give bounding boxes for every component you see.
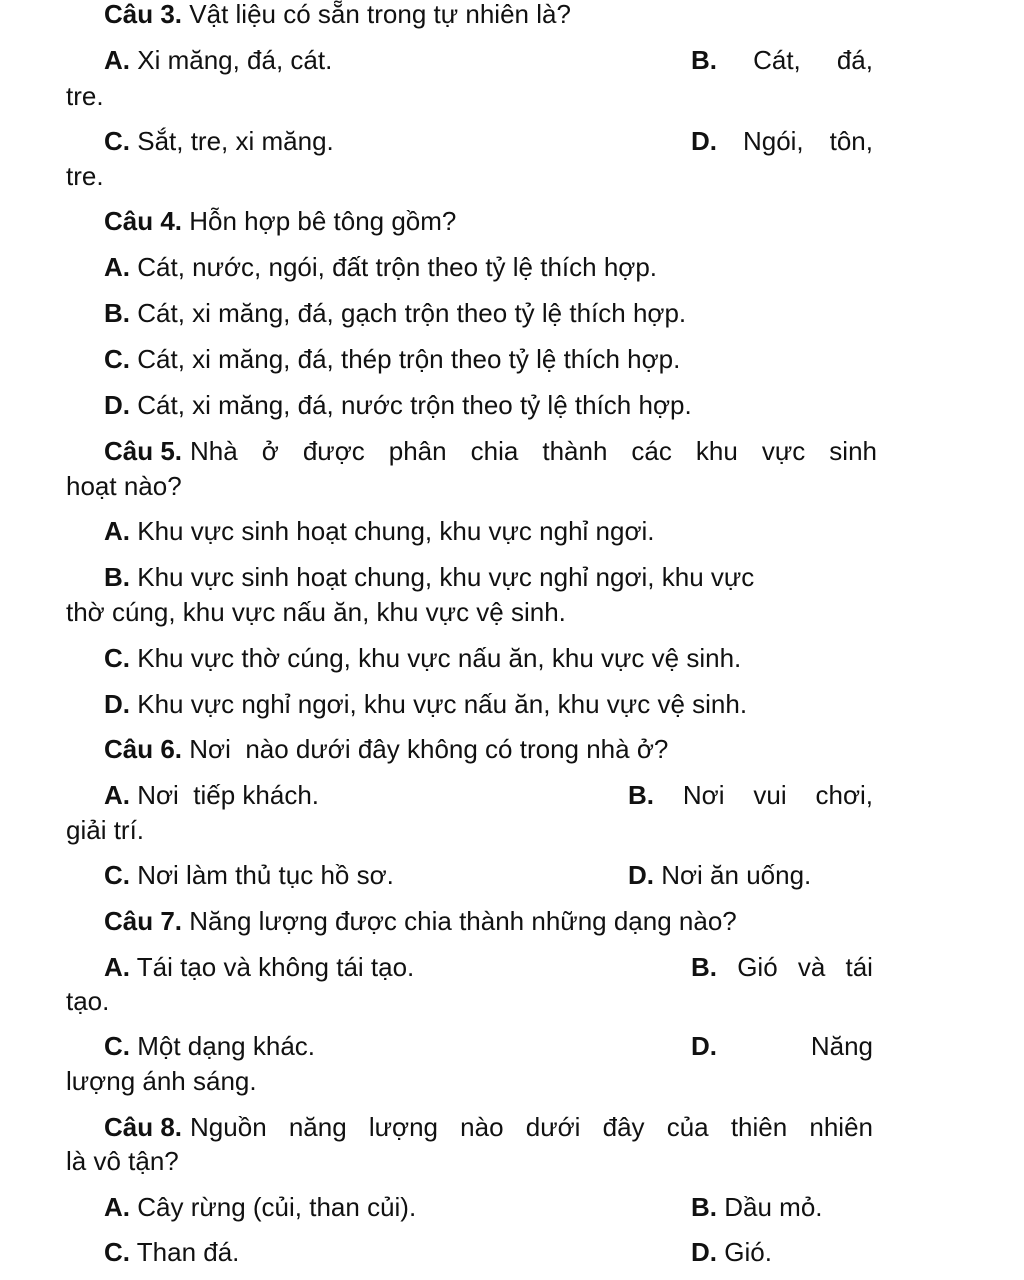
q6-option-b	[628, 779, 873, 811]
q6-text: Nơi nào dưới đây không có trong nhà ở?	[189, 734, 669, 764]
q5-b-t: Khu vực sinh hoạt chung, khu vực nghỉ ngơi, khu vực	[137, 562, 755, 592]
q4-a-k: A.	[104, 252, 130, 282]
q3-text: Vật liệu có sẵn trong tự nhiên là?	[189, 0, 571, 29]
q5-option-d	[104, 688, 747, 720]
question-5	[104, 435, 877, 467]
q8-text: Nguồn năng lượng nào dưới đây của thiên nhiên	[190, 1112, 873, 1142]
q4-c-k: C.	[104, 344, 130, 374]
q7-a-t: Tái tạo và không tái tạo.	[136, 952, 415, 982]
q3-a-k: A.	[104, 45, 130, 75]
q4-text: Hỗn hợp bê tông gồm?	[189, 206, 457, 236]
q7-b-w2: và	[797, 952, 826, 982]
q7-c-k: C.	[104, 1031, 130, 1061]
q8-label: Câu 8.	[104, 1112, 183, 1142]
q6-option-c	[104, 859, 394, 891]
question-6	[104, 733, 668, 765]
q7-text: Năng lượng được chia thành những dạng nào?	[189, 906, 737, 936]
q3-option-d-cont: tre.	[66, 161, 104, 191]
q3-option-a	[104, 44, 332, 76]
q7-label: Câu 7.	[104, 906, 183, 936]
question-4	[104, 205, 456, 237]
q7-b-w1: Gió	[737, 952, 778, 982]
q4-option-c	[104, 343, 680, 375]
q6-c-t: Nơi làm thủ tục hồ sơ.	[137, 860, 394, 890]
q4-b-k: B.	[104, 298, 130, 328]
question-3	[104, 0, 571, 30]
q4-b-t: Cát, xi măng, đá, gạch trộn theo tỷ lệ thích hợp.	[137, 298, 687, 328]
q3-a-t: Xi măng, đá, cát.	[137, 45, 333, 75]
q3-d-w1: Ngói,	[742, 126, 804, 156]
q5-c-t: Khu vực thờ cúng, khu vực nấu ăn, khu vực vệ sinh.	[137, 643, 742, 673]
q7-b-w3: tái	[845, 952, 873, 982]
q5-c-k: C.	[104, 643, 130, 673]
q8-option-c	[104, 1236, 239, 1268]
q3-option-c	[104, 125, 334, 157]
q8-d-k: D.	[691, 1237, 717, 1267]
q6-option-a	[104, 779, 319, 811]
q4-c-t: Cát, xi măng, đá, thép trộn theo tỷ lệ thích hợp.	[137, 344, 681, 374]
question-8	[104, 1111, 873, 1143]
q7-option-a	[104, 951, 414, 983]
question-5-cont: hoạt nào?	[66, 471, 182, 501]
q7-option-b	[691, 951, 873, 983]
q7-option-d	[691, 1030, 873, 1062]
q7-option-b-cont: tạo.	[66, 986, 110, 1016]
q6-b-w2: vui	[753, 780, 787, 810]
q6-a-t: Nơi tiếp khách.	[137, 780, 320, 810]
q4-d-t: Cát, xi măng, đá, nước trộn theo tỷ lệ thích hợp.	[137, 390, 692, 420]
q5-d-k: D.	[104, 689, 130, 719]
q5-a-t: Khu vực sinh hoạt chung, khu vực nghỉ ngơi.	[137, 516, 655, 546]
q4-option-b	[104, 297, 686, 329]
q3-b-w1: Cát,	[753, 45, 801, 75]
q5-b-k: B.	[104, 562, 130, 592]
q7-c-t: Một dạng khác.	[137, 1031, 316, 1061]
q7-a-k: A.	[104, 952, 130, 982]
q4-d-k: D.	[104, 390, 130, 420]
q4-option-a	[104, 251, 657, 283]
q3-c-k: C.	[104, 126, 130, 156]
q5-option-b-cont: thờ cúng, khu vực nấu ăn, khu vực vệ sinh.	[66, 597, 566, 627]
q6-b-w3: chơi,	[815, 780, 873, 810]
q7-d-w1: Năng	[810, 1031, 873, 1061]
q8-b-k: B.	[691, 1192, 717, 1222]
q6-c-k: C.	[104, 860, 130, 890]
q5-option-c	[104, 642, 741, 674]
q8-d-t: Gió.	[724, 1237, 772, 1267]
q7-option-c	[104, 1030, 315, 1062]
q3-b-w2: đá,	[836, 45, 873, 75]
q8-c-t: Than đá.	[136, 1237, 240, 1267]
q8-a-k: A.	[104, 1192, 130, 1222]
q7-b-k: B.	[691, 952, 717, 982]
q3-label: Câu 3.	[104, 0, 183, 29]
q6-b-w1: Nơi	[682, 780, 725, 810]
q3-d-k: D.	[691, 126, 717, 156]
q4-label: Câu 4.	[104, 206, 183, 236]
q8-a-t: Cây rừng (củi, than củi).	[137, 1192, 417, 1222]
question-8-cont: là vô tận?	[66, 1146, 179, 1176]
q5-option-b	[104, 561, 754, 593]
q8-option-d	[691, 1236, 772, 1268]
q5-option-a	[104, 515, 655, 547]
q8-b-t: Dầu mỏ.	[724, 1192, 823, 1222]
q6-d-k: D.	[628, 860, 654, 890]
q3-b-k: B.	[691, 45, 717, 75]
q5-label: Câu 5.	[104, 436, 183, 466]
q6-a-k: A.	[104, 780, 130, 810]
q7-d-k: D.	[691, 1031, 717, 1061]
q8-option-b	[691, 1191, 823, 1223]
q8-option-a	[104, 1191, 416, 1223]
q6-option-d	[628, 859, 811, 891]
q4-a-t: Cát, nước, ngói, đất trộn theo tỷ lệ thích hợp.	[137, 252, 658, 282]
q3-option-d	[691, 125, 873, 157]
q6-b-k: B.	[628, 780, 654, 810]
q5-text: Nhà ở được phân chia thành các khu vực sinh	[190, 436, 877, 466]
q5-a-k: A.	[104, 516, 130, 546]
q7-option-d-cont: lượng ánh sáng.	[66, 1066, 257, 1096]
q3-option-b-cont: tre.	[66, 81, 104, 111]
q3-c-t: Sắt, tre, xi măng.	[137, 126, 334, 156]
q6-option-b-cont: giải trí.	[66, 815, 145, 845]
question-7	[104, 905, 737, 937]
q4-option-d	[104, 389, 692, 421]
q3-option-b	[691, 44, 873, 76]
q6-d-t: Nơi ăn uống.	[661, 860, 812, 890]
q6-label: Câu 6.	[104, 734, 183, 764]
q8-c-k: C.	[104, 1237, 130, 1267]
q3-d-w2: tôn,	[829, 126, 873, 156]
q5-d-t: Khu vực nghỉ ngơi, khu vực nấu ăn, khu vực vệ sinh.	[137, 689, 748, 719]
